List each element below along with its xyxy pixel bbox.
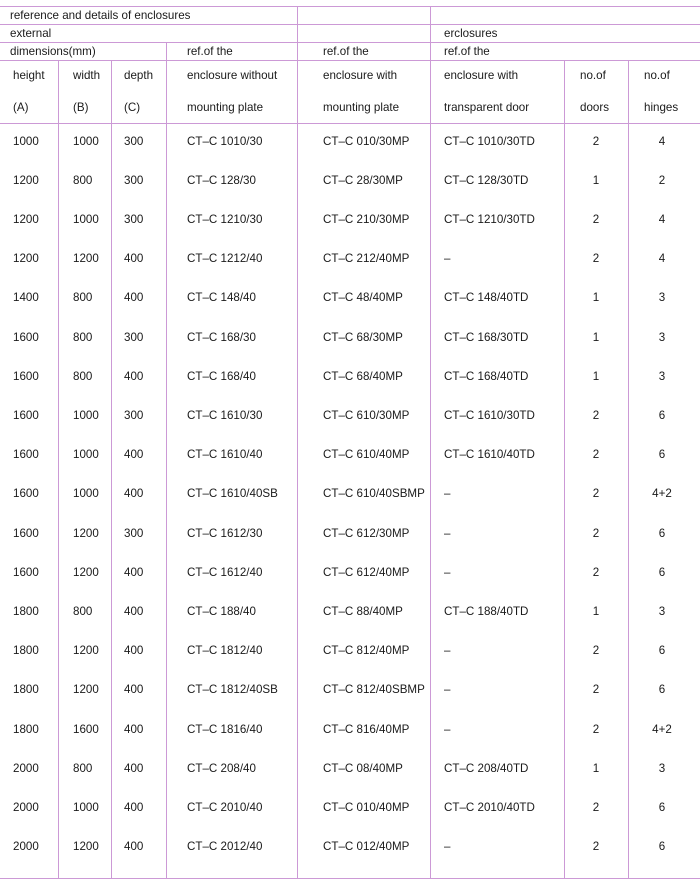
cell-hinges: 6 (658, 644, 666, 658)
col-height-header: height (13, 69, 45, 82)
cell-ref-with-mp: CT–C 012/40MP (323, 840, 410, 854)
cell-depth: 400 (124, 840, 144, 854)
cell-hinges: 4 (658, 212, 666, 226)
cell-ref-transparent: CT–C 1610/30TD (444, 408, 535, 422)
cell-hinges: 3 (658, 369, 666, 383)
cell-ref-without-mp: CT–C 168/30 (187, 330, 256, 344)
erclosures-label: erclosures (444, 27, 498, 40)
cell-depth: 400 (124, 291, 144, 305)
cell-width: 800 (73, 291, 93, 305)
cell-ref-without-mp: CT–C 168/40 (187, 369, 256, 383)
cell-width: 1200 (73, 252, 99, 266)
cell-width: 1000 (73, 448, 99, 462)
table-title: reference and details of enclosures (10, 9, 191, 22)
col-width-header: width (73, 69, 101, 82)
cell-ref-transparent: – (444, 644, 451, 658)
cell-doors: 2 (592, 487, 600, 501)
cell-hinges: 4 (658, 134, 666, 148)
cell-depth: 300 (124, 173, 144, 187)
cell-doors: 1 (592, 761, 600, 775)
cell-ref-with-mp: CT–C 010/40MP (323, 800, 410, 814)
cell-height: 1200 (13, 173, 39, 187)
cell-doors: 2 (592, 526, 600, 540)
cell-height: 2000 (13, 840, 39, 854)
cell-hinges: 6 (658, 840, 666, 854)
cell-hinges: 6 (658, 526, 666, 540)
cell-depth: 400 (124, 448, 144, 462)
cell-depth: 400 (124, 369, 144, 383)
cell-ref-transparent: – (444, 683, 451, 697)
cell-width: 1200 (73, 840, 99, 854)
col-width-unit: (B) (73, 101, 89, 114)
divider-doors (564, 60, 565, 878)
cell-doors: 2 (592, 722, 600, 736)
col-transparent-header: enclosure with (444, 69, 519, 82)
cell-doors: 2 (592, 683, 600, 697)
cell-width: 1200 (73, 565, 99, 579)
bottom-rule (0, 878, 700, 879)
cell-width: 1600 (73, 722, 99, 736)
divider-transparent (430, 6, 431, 878)
ref-rule (0, 60, 700, 61)
cell-depth: 400 (124, 683, 144, 697)
cell-width: 1000 (73, 408, 99, 422)
cell-width: 1200 (73, 683, 99, 697)
cell-height: 1600 (13, 487, 39, 501)
cell-width: 800 (73, 761, 93, 775)
cell-width: 1000 (73, 212, 99, 226)
cell-depth: 300 (124, 134, 144, 148)
cell-ref-transparent: CT–C 1010/30TD (444, 134, 535, 148)
cell-ref-transparent: CT–C 2010/40TD (444, 800, 535, 814)
cell-ref-transparent: CT–C 148/40TD (444, 291, 529, 305)
cell-height: 1800 (13, 604, 39, 618)
title-rule (0, 24, 700, 25)
cell-hinges: 6 (658, 800, 666, 814)
cell-ref-with-mp: CT–C 812/40SBMP (323, 683, 425, 697)
cell-ref-with-mp: CT–C 812/40MP (323, 644, 410, 658)
cell-height: 1200 (13, 212, 39, 226)
cell-ref-without-mp: CT–C 1812/40SB (187, 683, 278, 697)
cell-ref-with-mp: CT–C 88/40MP (323, 604, 403, 618)
cell-width: 800 (73, 173, 93, 187)
cell-height: 1600 (13, 408, 39, 422)
cell-width: 1200 (73, 526, 99, 540)
cell-ref-without-mp: CT–C 1610/40 (187, 448, 263, 462)
cell-hinges: 4+2 (652, 487, 672, 501)
header-bottom-rule (0, 123, 700, 124)
cell-ref-with-mp: CT–C 612/40MP (323, 565, 410, 579)
cell-hinges: 3 (658, 604, 666, 618)
cell-ref-with-mp: CT–C 610/40MP (323, 448, 410, 462)
cell-height: 1800 (13, 644, 39, 658)
cell-doors: 2 (592, 448, 600, 462)
cell-ref-without-mp: CT–C 1010/30 (187, 134, 263, 148)
cell-ref-transparent: – (444, 840, 451, 854)
col-without-header-2: mounting plate (187, 101, 264, 114)
ref-transparent-label: ref.of the (444, 45, 490, 58)
cell-doors: 2 (592, 134, 600, 148)
cell-ref-without-mp: CT–C 128/30 (187, 173, 256, 187)
cell-hinges: 2 (658, 173, 666, 187)
cell-width: 800 (73, 369, 93, 383)
cell-hinges: 4+2 (652, 722, 672, 736)
cell-depth: 300 (124, 408, 144, 422)
cell-depth: 400 (124, 761, 144, 775)
cell-width: 800 (73, 330, 93, 344)
cell-width: 1200 (73, 644, 99, 658)
ref-without-label: ref.of the (187, 45, 233, 58)
cell-height: 1400 (13, 291, 39, 305)
cell-doors: 2 (592, 408, 600, 422)
cell-depth: 300 (124, 526, 144, 540)
col-transparent-header-2: transparent door (444, 101, 530, 114)
cell-doors: 2 (592, 565, 600, 579)
cell-ref-with-mp: CT–C 212/40MP (323, 252, 410, 266)
external-label: external (10, 27, 52, 40)
col-height-unit: (A) (13, 101, 29, 114)
cell-ref-without-mp: CT–C 2010/40 (187, 800, 263, 814)
cell-ref-with-mp: CT–C 48/40MP (323, 291, 403, 305)
cell-ref-without-mp: CT–C 1812/40 (187, 644, 263, 658)
cell-height: 1200 (13, 252, 39, 266)
col-depth-unit: (C) (124, 101, 141, 114)
cell-ref-with-mp: CT–C 010/30MP (323, 134, 410, 148)
cell-ref-transparent: CT–C 188/40TD (444, 604, 529, 618)
cell-depth: 400 (124, 565, 144, 579)
col-with-header-2: mounting plate (323, 101, 400, 114)
cell-ref-transparent: CT–C 168/30TD (444, 330, 529, 344)
cell-ref-without-mp: CT–C 1612/30 (187, 526, 263, 540)
cell-doors: 1 (592, 291, 600, 305)
top-rule (0, 6, 700, 7)
cell-ref-with-mp: CT–C 28/30MP (323, 173, 403, 187)
cell-depth: 400 (124, 252, 144, 266)
cell-ref-without-mp: CT–C 1610/30 (187, 408, 263, 422)
cell-depth: 300 (124, 330, 144, 344)
cell-ref-with-mp: CT–C 08/40MP (323, 761, 403, 775)
divider-width (58, 60, 59, 878)
cell-ref-without-mp: CT–C 188/40 (187, 604, 256, 618)
cell-ref-with-mp: CT–C 610/30MP (323, 408, 410, 422)
cell-doors: 1 (592, 369, 600, 383)
col-hinges-header: no.of (644, 69, 670, 82)
col-without-header: enclosure without (187, 69, 278, 82)
cell-ref-transparent: CT–C 1610/40TD (444, 448, 535, 462)
cell-height: 1600 (13, 448, 39, 462)
cell-ref-with-mp: CT–C 612/30MP (323, 526, 410, 540)
divider-without (166, 42, 167, 878)
cell-width: 1000 (73, 487, 99, 501)
cell-ref-transparent: – (444, 526, 451, 540)
cell-doors: 2 (592, 212, 600, 226)
external-rule (0, 42, 700, 43)
cell-ref-transparent: – (444, 487, 451, 501)
cell-height: 1800 (13, 683, 39, 697)
cell-width: 1000 (73, 134, 99, 148)
cell-width: 800 (73, 604, 93, 618)
col-with-header: enclosure with (323, 69, 398, 82)
divider-hinges (628, 60, 629, 878)
cell-doors: 2 (592, 252, 600, 266)
cell-depth: 400 (124, 644, 144, 658)
cell-hinges: 6 (658, 448, 666, 462)
cell-ref-transparent: CT–C 1210/30TD (444, 212, 535, 226)
cell-ref-without-mp: CT–C 1612/40 (187, 565, 263, 579)
cell-depth: 400 (124, 604, 144, 618)
cell-ref-with-mp: CT–C 68/30MP (323, 330, 403, 344)
cell-ref-transparent: CT–C 168/40TD (444, 369, 529, 383)
cell-ref-transparent: – (444, 565, 451, 579)
cell-ref-with-mp: CT–C 68/40MP (323, 369, 403, 383)
cell-hinges: 6 (658, 683, 666, 697)
cell-depth: 300 (124, 212, 144, 226)
cell-hinges: 4 (658, 252, 666, 266)
cell-height: 1800 (13, 722, 39, 736)
cell-hinges: 3 (658, 291, 666, 305)
cell-ref-with-mp: CT–C 210/30MP (323, 212, 410, 226)
col-doors-header: no.of (580, 69, 606, 82)
cell-ref-transparent: CT–C 128/30TD (444, 173, 529, 187)
cell-hinges: 6 (658, 408, 666, 422)
cell-ref-transparent: – (444, 722, 451, 736)
cell-ref-transparent: CT–C 208/40TD (444, 761, 529, 775)
cell-ref-with-mp: CT–C 610/40SBMP (323, 487, 425, 501)
cell-hinges: 3 (658, 330, 666, 344)
divider-with (297, 6, 298, 878)
cell-height: 2000 (13, 800, 39, 814)
divider-depth (111, 60, 112, 878)
cell-doors: 1 (592, 330, 600, 344)
cell-width: 1000 (73, 800, 99, 814)
cell-height: 2000 (13, 761, 39, 775)
cell-depth: 400 (124, 800, 144, 814)
cell-height: 1600 (13, 565, 39, 579)
dimensions-label: dimensions(mm) (10, 45, 96, 58)
col-depth-header: depth (124, 69, 154, 82)
cell-height: 1600 (13, 330, 39, 344)
cell-ref-with-mp: CT–C 816/40MP (323, 722, 410, 736)
col-doors-header-2: doors (580, 101, 610, 114)
cell-doors: 1 (592, 173, 600, 187)
cell-ref-without-mp: CT–C 1816/40 (187, 722, 263, 736)
cell-hinges: 6 (658, 565, 666, 579)
cell-ref-transparent: – (444, 252, 451, 266)
cell-height: 1600 (13, 369, 39, 383)
cell-ref-without-mp: CT–C 1212/40 (187, 252, 263, 266)
cell-depth: 400 (124, 722, 144, 736)
cell-ref-without-mp: CT–C 148/40 (187, 291, 256, 305)
cell-height: 1000 (13, 134, 39, 148)
cell-ref-without-mp: CT–C 208/40 (187, 761, 256, 775)
cell-height: 1600 (13, 526, 39, 540)
cell-depth: 400 (124, 487, 144, 501)
cell-ref-without-mp: CT–C 1210/30 (187, 212, 263, 226)
cell-doors: 2 (592, 800, 600, 814)
ref-with-label: ref.of the (323, 45, 369, 58)
cell-doors: 2 (592, 840, 600, 854)
cell-doors: 1 (592, 604, 600, 618)
cell-doors: 2 (592, 644, 600, 658)
cell-hinges: 3 (658, 761, 666, 775)
cell-ref-without-mp: CT–C 1610/40SB (187, 487, 278, 501)
col-hinges-header-2: hinges (644, 101, 679, 114)
cell-ref-without-mp: CT–C 2012/40 (187, 840, 263, 854)
